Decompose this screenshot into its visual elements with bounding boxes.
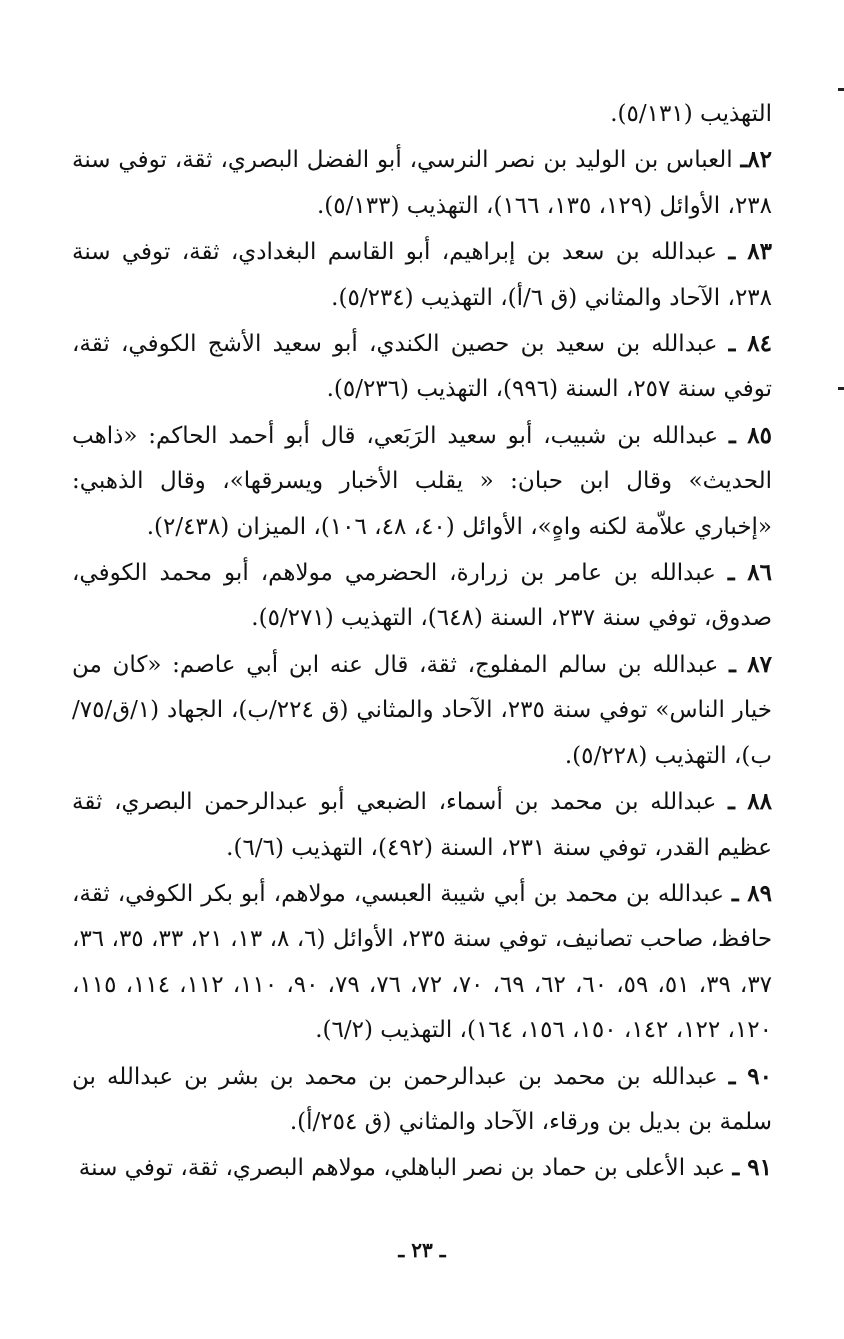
margin-tick-mark <box>838 387 844 390</box>
entry-number: ٨٨ ـ <box>728 788 772 816</box>
entry-number: ٨٧ ـ <box>729 650 772 678</box>
biography-entry-88 <box>72 779 772 871</box>
entry-text: عبدالله بن سعد بن إبراهيم، أبو القاسم البغدادي، ثقة، توفي سنة ٢٣٨، الآحاد والمثاني (ق ٦/أ)، التهذيب (٥/٢٣٤). <box>72 239 772 311</box>
entry-text: عبدالله بن سالم المفلوج، ثقة، قال عنه ابن أبي عاصم: «كان من خيار الناس» توفي سنة ٢٣٥، الآحاد والمثاني (ق ٢٢٤/ب)، الجهاد (١/ق/٧٥/ب)، التهذيب (٥/٢٢٨). <box>72 651 772 769</box>
entry-number: ٩١ ـ <box>732 1154 772 1182</box>
biography-entry-83 <box>72 229 772 321</box>
biography-entry-90 <box>72 1054 772 1146</box>
biography-entry-86 <box>72 550 772 642</box>
entry-text: عبد الأعلى بن حماد بن نصر الباهلي، مولاهم البصري، ثقة، توفي سنة <box>78 1155 733 1182</box>
entry-number: ٩٠ ـ <box>728 1062 772 1090</box>
biography-entry-85 <box>72 413 772 550</box>
entry-text: عبدالله بن عامر بن زرارة، الحضرمي مولاهم، أبو محمد الكوفي، صدوق، توفي سنة ٢٣٧، السنة (٦٤٨)، التهذيب (٥/٢٧١). <box>72 560 772 632</box>
body-text <box>72 92 772 1192</box>
continuation-line: التهذيب (٥/١٣١). <box>610 101 772 127</box>
biography-entry-87 <box>72 642 772 779</box>
entry-number: ٨٢ـ <box>740 146 772 174</box>
biography-entry-89 <box>72 871 772 1054</box>
entry-text: عبدالله بن محمد بن عبدالرحمن بن محمد بن بشر بن عبدالله بن سلمة بن بديل بن ورقاء، الآحاد والمثاني (ق ٢٥٤/أ). <box>72 1063 772 1135</box>
entry-text: عبدالله بن محمد بن أبي شيبة العبسي، مولاهم، أبو بكر الكوفي، ثقة، حافظ، صاحب تصانيف، توفي سنة ٢٣٥، الأوائل (٦، ٨، ١٣، ٢١، ٣٣، ٣٥، ٣٦، ٣٧، ٣٩، ٥١، ٥٩، ٦٠، ٦٢، ٦٩، ٧٠، ٧٢، ٧٦، ٧٩، ٩٠، ١١٠، ١١٢، ١١٤، ١١٥، ١٢٠، ١٢٢، ١٤٢، ١٥٠، ١٥٦، ١٦٤)، التهذيب (٦/٢). <box>72 880 773 1044</box>
page-number: ـ ٢٣ ـ <box>398 1238 446 1262</box>
biography-entry-84 <box>72 321 772 413</box>
entry-number: ٨٤ ـ <box>728 330 772 358</box>
entry-text: عبدالله بن محمد بن أسماء، الضبعي أبو عبدالرحمن البصري، ثقة عظيم القدر، توفي سنة ٢٣١، السنة (٤٩٢)، التهذيب (٦/٦). <box>72 789 772 861</box>
biography-entry-82 <box>72 137 772 229</box>
entry-number: ٨٩ ـ <box>731 879 772 907</box>
entry-text: عبدالله بن شبيب، أبو سعيد الرَبَعي، قال أبو أحمد الحاكم: «ذاهب الحديث» وقال ابن حبان: « يقلب الأخبار ويسرقها»، وقال الذهبي: «إخباري علاّمة لكنه واهٍ»، الأوائل (٤٠، ٤٨، ١٠٦)، الميزان (٢/٤٣٨). <box>72 422 772 540</box>
entry-text: العباس بن الوليد بن نصر النرسي، أبو الفضل البصري، ثقة، توفي سنة ٢٣٨، الأوائل (١٢٩، ١٣٥، ١٦٦)، التهذيب (٥/١٣٣). <box>72 147 772 219</box>
biography-entry-91 <box>72 1145 772 1191</box>
entry-text: عبدالله بن سعيد بن حصين الكندي، أبو سعيد الأشج الكوفي، ثقة، توفي سنة ٢٥٧، السنة (٩٩٦)، التهذيب (٥/٢٣٦). <box>72 331 772 403</box>
entry-number: ٨٦ ـ <box>727 559 772 587</box>
entry-number: ٨٣ ـ <box>728 238 773 266</box>
entry-number: ٨٥ ـ <box>728 421 772 449</box>
margin-tick-mark <box>838 88 844 91</box>
